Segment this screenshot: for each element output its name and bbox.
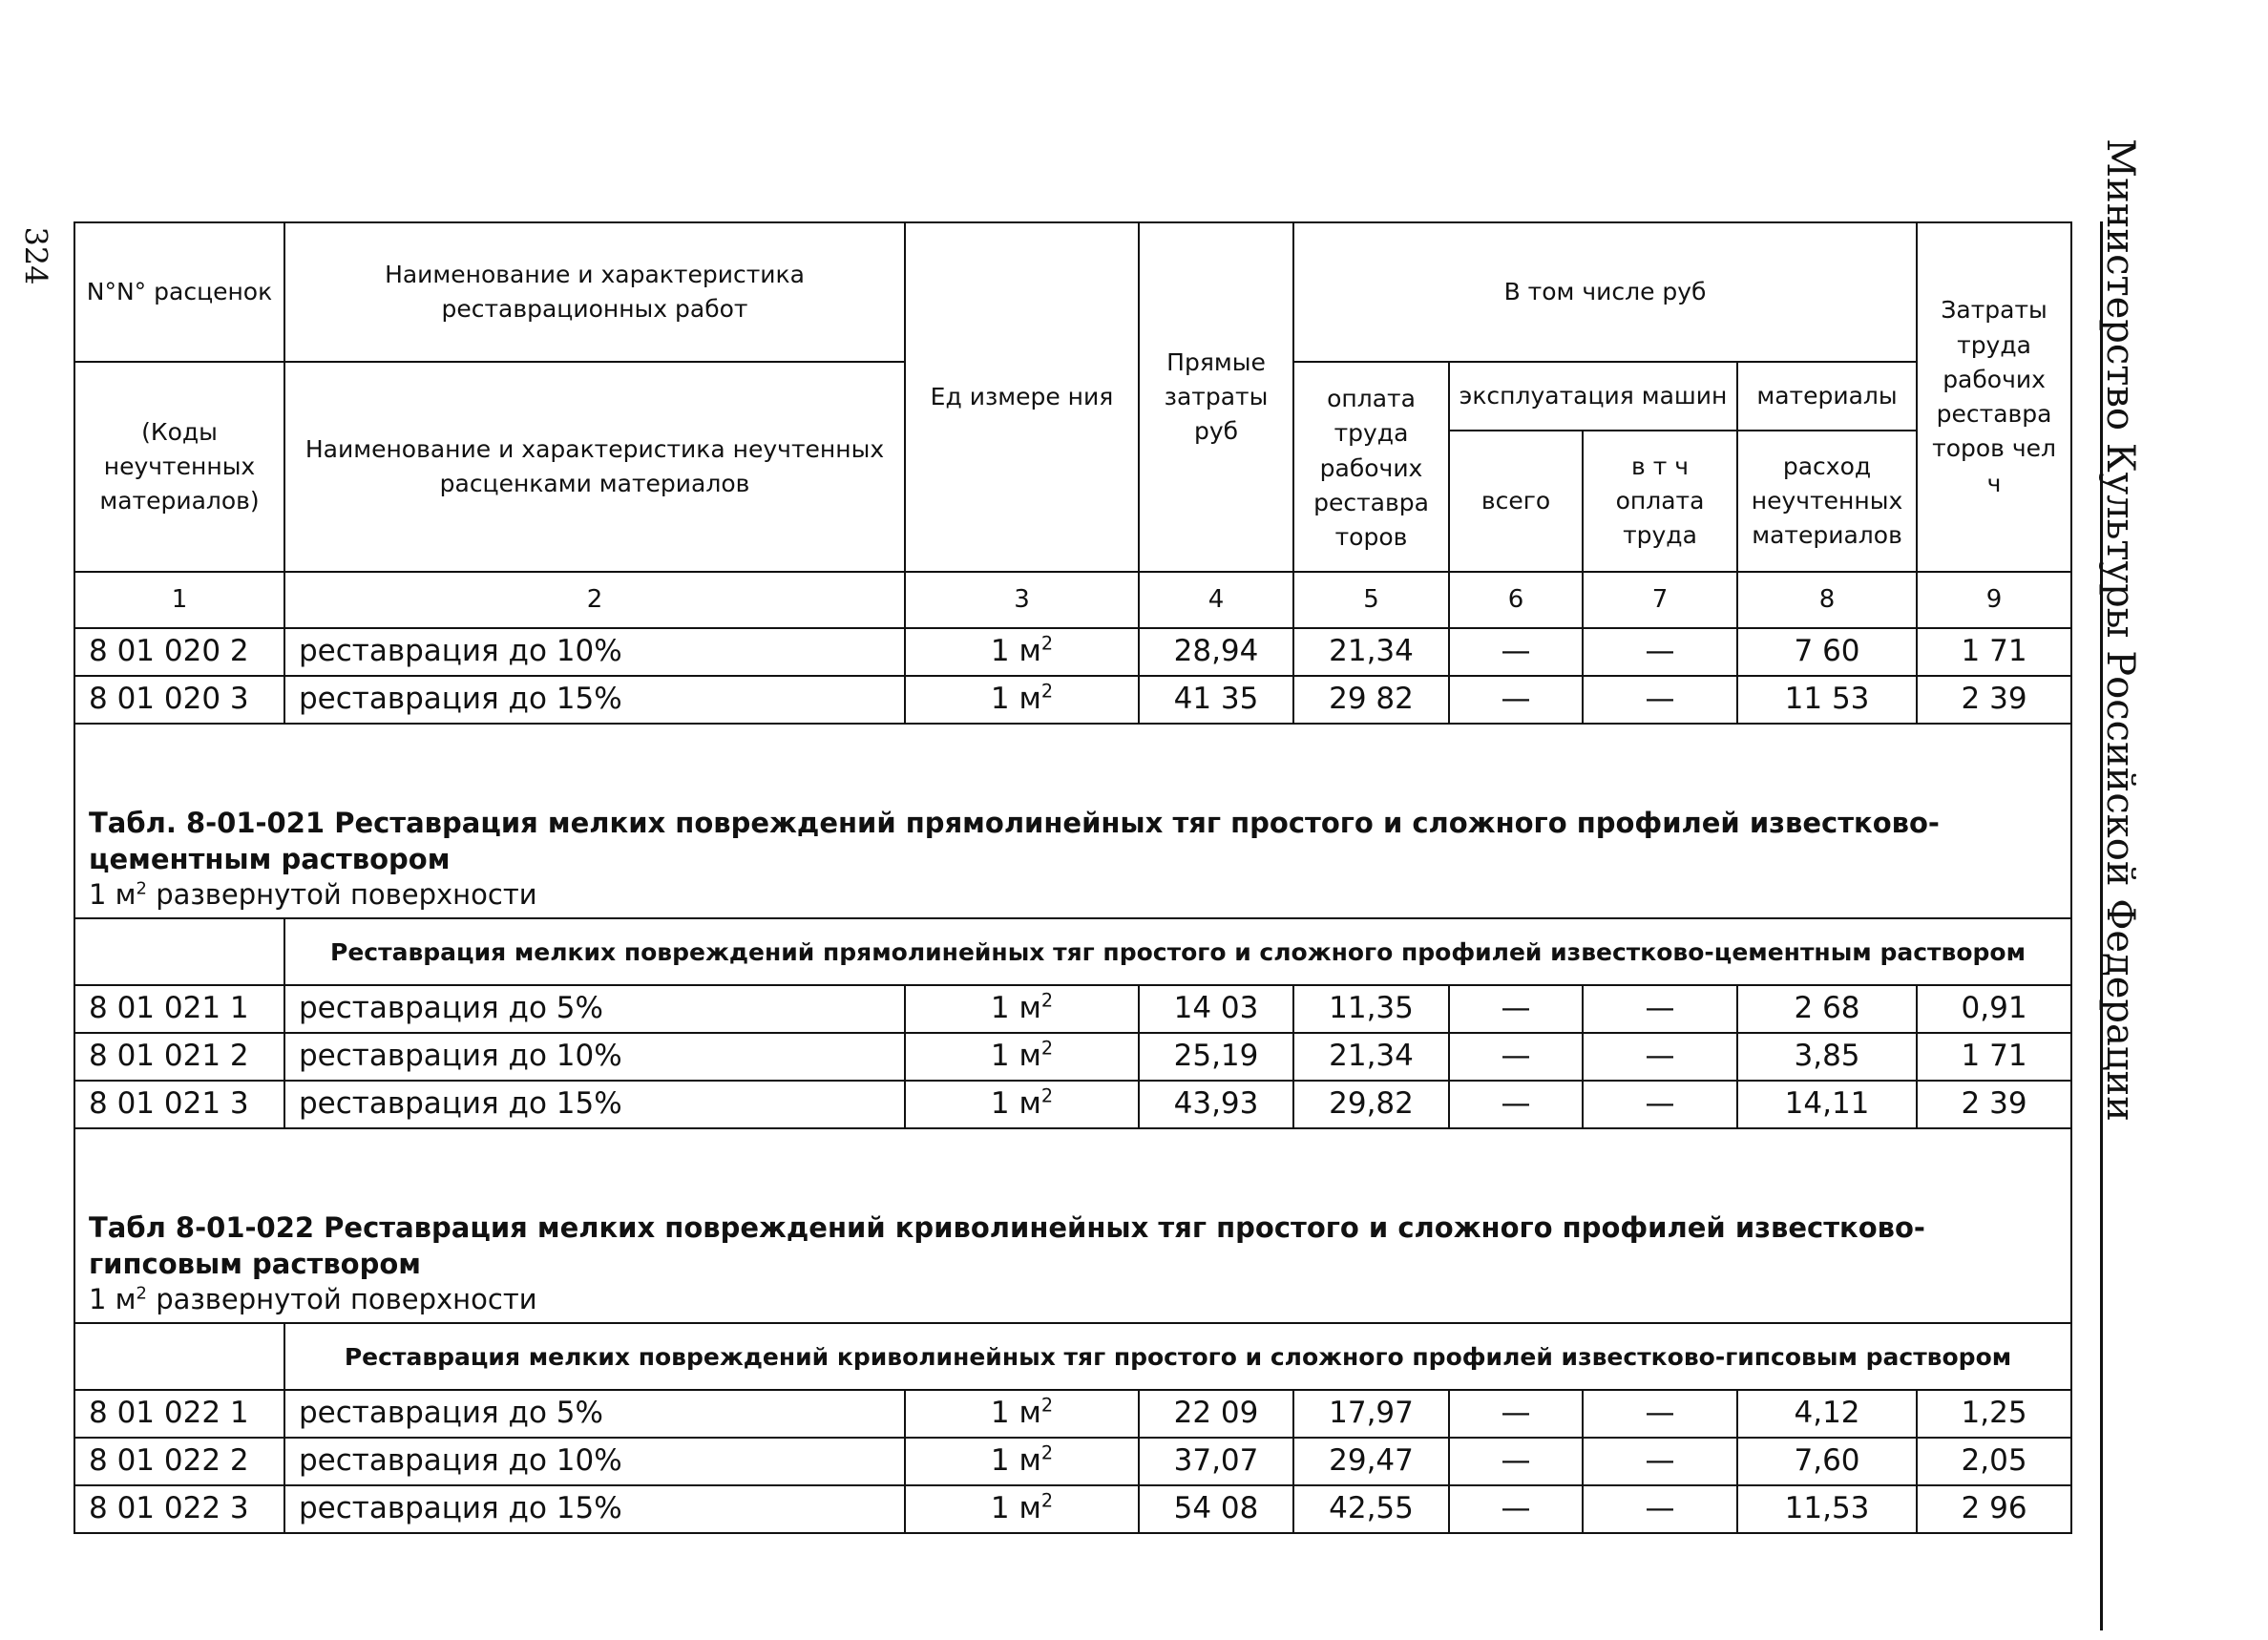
section-subtitle-row <box>74 918 2071 985</box>
section-unit-power: 2 <box>136 1283 147 1304</box>
header-labor-hours: Затраты труда рабочих реставра торов чел ч <box>1917 222 2071 572</box>
rate-code: 8 01 021 1 <box>74 985 284 1033</box>
cell-labor: 29,82 <box>1293 1081 1449 1128</box>
cell-materials: 14,11 <box>1737 1081 1917 1128</box>
cell-direct: 54 08 <box>1139 1485 1293 1533</box>
table-row <box>74 1438 2071 1485</box>
rate-code: 8 01 020 3 <box>74 676 284 724</box>
section-title: Табл. 8-01-021 Реставрация мелких повреждений прямолинейных тяг простого и сложного профилей известково-цементным раствором <box>89 806 1940 875</box>
cell-hours: 2,05 <box>1917 1438 2071 1485</box>
cell-materials: 7,60 <box>1737 1438 1917 1485</box>
rate-code: 8 01 021 3 <box>74 1081 284 1128</box>
unit-base: 1 м <box>990 1039 1041 1074</box>
column-number: 6 <box>1449 572 1583 628</box>
rate-code: 8 01 020 2 <box>74 628 284 676</box>
cell-labor: 29 82 <box>1293 676 1449 724</box>
work-name: реставрация до 15% <box>284 676 905 724</box>
cell-labor: 42,55 <box>1293 1485 1449 1533</box>
header-including-group: В том числе руб <box>1293 222 1917 362</box>
header-machines-total: всего <box>1449 431 1583 572</box>
unit-cell <box>905 1438 1139 1485</box>
header-materials: материалы <box>1737 362 1917 431</box>
section-unit-power: 2 <box>136 878 147 899</box>
unit-power: 2 <box>1040 680 1054 703</box>
cell-hours: 2 39 <box>1917 1081 2071 1128</box>
unit-base: 1 м <box>990 682 1041 717</box>
column-number: 2 <box>284 572 905 628</box>
unit-cell <box>905 985 1139 1033</box>
unit-cell <box>905 1033 1139 1081</box>
cell-direct: 41 35 <box>1139 676 1293 724</box>
header-direct-costs: Прямые затраты руб <box>1139 222 1293 572</box>
rate-code: 8 01 022 1 <box>74 1390 284 1438</box>
column-number: 3 <box>905 572 1139 628</box>
work-name: реставрация до 10% <box>284 628 905 676</box>
column-number: 5 <box>1293 572 1449 628</box>
section-unit-text: развернутой поверхности <box>146 1283 537 1316</box>
cell-mach-total: — <box>1449 628 1583 676</box>
cell-labor: 11,35 <box>1293 985 1449 1033</box>
cell-mach-total: — <box>1449 985 1583 1033</box>
header-work-name: Наименование и характеристика реставрационных работ <box>284 222 905 362</box>
cell-hours: 1 71 <box>1917 1033 2071 1081</box>
rate-code: 8 01 022 2 <box>74 1438 284 1485</box>
cell-direct: 25,19 <box>1139 1033 1293 1081</box>
column-numbers-row <box>74 572 2071 628</box>
table-body <box>74 222 2071 1533</box>
section-subtitle: Реставрация мелких повреждений прямолинейных тяг простого и сложного профилей известково-цементным раствором <box>284 918 2071 985</box>
subtitle-empty-cell <box>74 1323 284 1390</box>
cell-mach-labor: — <box>1583 628 1737 676</box>
cell-mach-labor: — <box>1583 1485 1737 1533</box>
work-name: реставрация до 15% <box>284 1081 905 1128</box>
table-row <box>74 676 2071 724</box>
header-row-1 <box>74 222 2071 362</box>
header-codes: N°N° расценок <box>74 222 284 362</box>
unit-base: 1 м <box>990 1443 1041 1479</box>
subtitle-empty-cell <box>74 918 284 985</box>
table-row <box>74 1390 2071 1438</box>
cell-mach-labor: — <box>1583 1081 1737 1128</box>
rate-code: 8 01 022 3 <box>74 1485 284 1533</box>
section-heading <box>74 724 2071 918</box>
unit-base: 1 м <box>990 991 1041 1026</box>
section-title-row <box>74 1128 2071 1323</box>
cell-hours: 2 39 <box>1917 676 2071 724</box>
work-name: реставрация до 10% <box>284 1438 905 1485</box>
cell-labor: 29,47 <box>1293 1438 1449 1485</box>
unit-power: 2 <box>1040 1489 1054 1512</box>
header-unit: Ед измере ния <box>905 222 1139 572</box>
cell-mach-total: — <box>1449 676 1583 724</box>
section-title-row <box>74 724 2071 918</box>
cell-hours: 0,91 <box>1917 985 2071 1033</box>
cell-mach-total: — <box>1449 1033 1583 1081</box>
work-name: реставрация до 15% <box>284 1485 905 1533</box>
unit-cell <box>905 676 1139 724</box>
unit-power: 2 <box>1040 632 1054 655</box>
work-name: реставрация до 10% <box>284 1033 905 1081</box>
section-subtitle-row <box>74 1323 2071 1390</box>
header-material-codes: (Коды неучтенных материалов) <box>74 362 284 572</box>
page-number: 324 <box>18 226 55 285</box>
table-row <box>74 1081 2071 1128</box>
unit-cell <box>905 1390 1139 1438</box>
running-header <box>2087 138 2153 1122</box>
cell-materials: 2 68 <box>1737 985 1917 1033</box>
section-title: Табл 8-01-022 Реставрация мелких повреждений криволинейных тяг простого и сложного профилей известково-гипсовым раствором <box>89 1210 1925 1280</box>
table-row <box>74 1033 2071 1081</box>
rates-table <box>74 221 2072 1534</box>
cell-mach-total: — <box>1449 1081 1583 1128</box>
column-number: 1 <box>74 572 284 628</box>
cell-materials: 4,12 <box>1737 1390 1917 1438</box>
table-row <box>74 628 2071 676</box>
unit-cell <box>905 628 1139 676</box>
unit-base: 1 м <box>990 1396 1041 1431</box>
header-machines-labor: в т ч оплата труда <box>1583 431 1737 572</box>
header-labor-pay: оплата труда рабочих реставра торов <box>1293 362 1449 572</box>
cell-direct: 37,07 <box>1139 1438 1293 1485</box>
unit-cell <box>905 1485 1139 1533</box>
unit-power: 2 <box>1040 1084 1054 1107</box>
unit-power: 2 <box>1040 989 1054 1012</box>
column-number: 4 <box>1139 572 1293 628</box>
cell-labor: 21,34 <box>1293 1033 1449 1081</box>
column-number: 9 <box>1917 572 2071 628</box>
cell-direct: 43,93 <box>1139 1081 1293 1128</box>
running-header-text: Министерство Культуры Российской Федерации <box>2098 138 2142 1122</box>
unit-power: 2 <box>1040 1037 1054 1060</box>
work-name: реставрация до 5% <box>284 985 905 1033</box>
cell-mach-total: — <box>1449 1438 1583 1485</box>
unit-cell <box>905 1081 1139 1128</box>
cell-hours: 1 71 <box>1917 628 2071 676</box>
cell-materials: 11,53 <box>1737 1485 1917 1533</box>
header-machines: эксплуатация машин <box>1449 362 1737 431</box>
unit-base: 1 м <box>990 634 1041 669</box>
cell-materials: 11 53 <box>1737 676 1917 724</box>
table-row <box>74 1485 2071 1533</box>
unit-base: 1 м <box>990 1086 1041 1122</box>
cell-mach-labor: — <box>1583 676 1737 724</box>
column-number: 7 <box>1583 572 1737 628</box>
cell-materials: 3,85 <box>1737 1033 1917 1081</box>
section-unit <box>89 877 2057 914</box>
section-unit-base: 1 м <box>89 878 136 912</box>
cell-hours: 1,25 <box>1917 1390 2071 1438</box>
cell-mach-total: — <box>1449 1390 1583 1438</box>
work-name: реставрация до 5% <box>284 1390 905 1438</box>
table-row <box>74 985 2071 1033</box>
cell-mach-labor: — <box>1583 1438 1737 1485</box>
unit-power: 2 <box>1040 1394 1054 1417</box>
cell-materials: 7 60 <box>1737 628 1917 676</box>
cell-hours: 2 96 <box>1917 1485 2071 1533</box>
cell-mach-labor: — <box>1583 1390 1737 1438</box>
cell-direct: 28,94 <box>1139 628 1293 676</box>
cell-mach-labor: — <box>1583 1033 1737 1081</box>
cell-mach-labor: — <box>1583 985 1737 1033</box>
cell-direct: 14 03 <box>1139 985 1293 1033</box>
section-unit-base: 1 м <box>89 1283 136 1316</box>
unit-power: 2 <box>1040 1441 1054 1464</box>
unit-base: 1 м <box>990 1491 1041 1526</box>
section-heading <box>74 1128 2071 1323</box>
cell-labor: 17,97 <box>1293 1390 1449 1438</box>
cell-mach-total: — <box>1449 1485 1583 1533</box>
cell-labor: 21,34 <box>1293 628 1449 676</box>
rate-code: 8 01 021 2 <box>74 1033 284 1081</box>
section-unit <box>89 1282 2057 1318</box>
header-unaccounted-materials: расход неучтенных материалов <box>1737 431 1917 572</box>
section-subtitle: Реставрация мелких повреждений криволинейных тяг простого и сложного профилей известково-гипсовым раствором <box>284 1323 2071 1390</box>
column-number: 8 <box>1737 572 1917 628</box>
cell-direct: 22 09 <box>1139 1390 1293 1438</box>
header-material-names: Наименование и характеристика неучтенных расценками материалов <box>284 362 905 572</box>
section-unit-text: развернутой поверхности <box>146 878 537 912</box>
